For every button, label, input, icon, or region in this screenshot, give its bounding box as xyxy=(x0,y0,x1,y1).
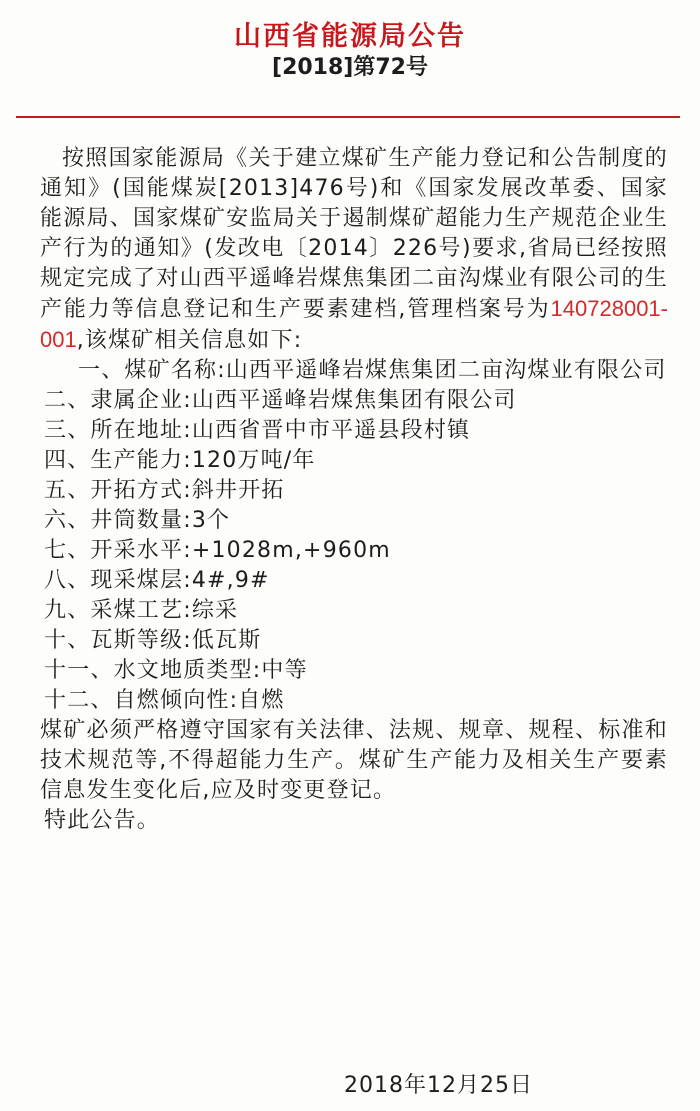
info-item: 九、采煤工艺:综采 xyxy=(44,598,239,623)
announcement-title: 山西省能源局公告 xyxy=(234,21,466,52)
info-item: 二、隶属企业:山西平遥峰岩煤焦集团有限公司 xyxy=(44,388,517,413)
info-item: 七、开采水平:+1028m,+960m xyxy=(44,538,391,563)
info-item: 十、瓦斯等级:低瓦斯 xyxy=(44,628,262,653)
info-item: 五、开拓方式:斜井开拓 xyxy=(44,478,285,503)
intro-text-end: ,该煤矿相关信息如下: xyxy=(76,328,303,353)
closing-paragraph: 煤矿必须严格遵守国家有关法律、法规、规章、规程、标准和技术规范等,不得超能力生产。煤矿生产能力及相关生产要素信息发生变化后,应及时变更登记。 xyxy=(40,718,668,803)
intro-text: 按照国家能源局《关于建立煤矿生产能力登记和公告制度的通知》(国能煤炭[2013]476号)和《国家发展改革委、国家能源局、国家煤矿安监局关于遏制煤矿超能力生产规范企业生产行为的通知》(发改电〔2014〕226号)要求,省局已经按照规定完成了对山西平遥峰岩煤焦集团二亩沟煤业有限公司的生产能力等信息登记和生产要素建档,管理档案号为 xyxy=(40,146,668,322)
info-item: 四、生产能力:120万吨/年 xyxy=(44,448,316,473)
announcement-body xyxy=(40,144,668,836)
intro-paragraph xyxy=(40,144,668,356)
info-item: 六、井筒数量:3个 xyxy=(44,508,231,533)
final-statement: 特此公告。 xyxy=(44,808,161,833)
info-item: 三、所在地址:山西省晋中市平遥县段村镇 xyxy=(44,418,471,443)
info-item: 八、现采煤层:4#,9# xyxy=(44,568,270,593)
document-number: [2018]第72号 xyxy=(272,55,428,80)
announcement-date: 2018年12月25日 xyxy=(344,1073,533,1098)
info-item: 十二、自燃倾向性:自燃 xyxy=(44,688,285,713)
info-item: 一、煤矿名称:山西平遥峰岩煤焦集团二亩沟煤业有限公司 xyxy=(78,358,667,383)
red-divider-line xyxy=(16,116,680,118)
archive-number: 140728001-001 xyxy=(40,296,668,352)
info-item: 十一、水文地质类型:中等 xyxy=(44,658,308,683)
